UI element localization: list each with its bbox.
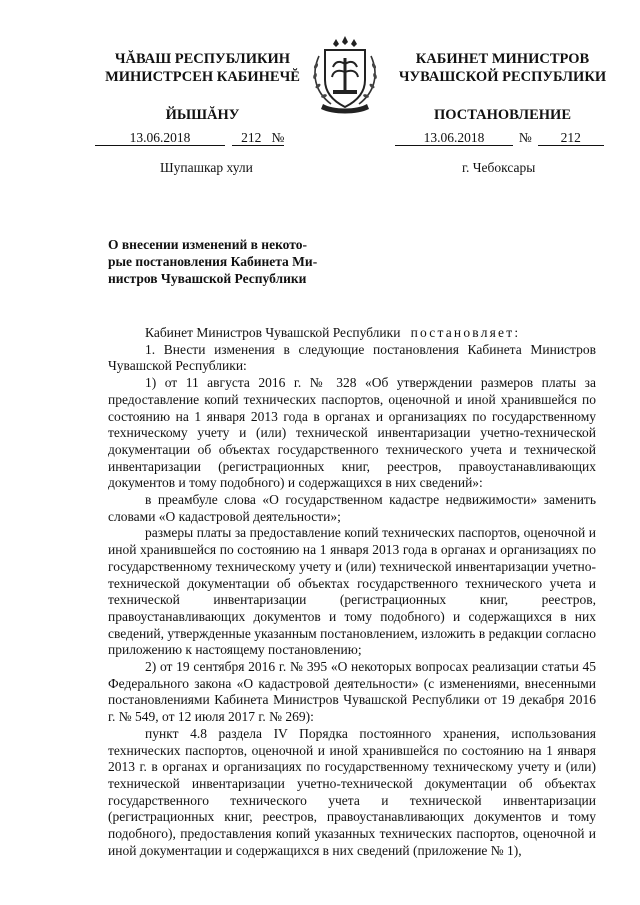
- intro-text: Кабинет Министров Чувашской Республики: [145, 325, 401, 340]
- header-right-line-2: ЧУВАШСКОЙ РЕСПУБЛИКИ: [398, 69, 607, 85]
- header-left-doc-type: ЙЫШĂНУ: [165, 107, 240, 123]
- date-left: 13.06.2018: [95, 131, 225, 146]
- place-right: г. Чебоксары: [462, 160, 536, 175]
- header-right: [395, 50, 610, 124]
- document-title: [108, 236, 336, 287]
- place-left: Шупашкар хули: [160, 160, 253, 175]
- body-paragraph-4: размеры платы за предоставление копий технических паспортов, оценочной и иной хранившейся по состоянию на 1 января 2013 года в органах и организациях по государственному техническому учету и (или) технической инвентаризации учетно-технической документации об объектах государственного технического учета и технической инвентаризации (регистрационных книг, реестров, правоустанавливающих документов и тому подобного) и содержащихся в них сведений, утвержденные указанным постановлением, изложить в редакции согласно приложению к настоящему постановлению;: [108, 525, 596, 658]
- header-left: [95, 50, 310, 124]
- body-paragraph-3: в преамбуле слова «О государственном кадастре недвижимости» заменить словами «О кадастровой деятельности»;: [108, 492, 596, 524]
- date-line-right: [395, 130, 604, 146]
- header-left-line-2: МИНИСТРСЕН КАБИНЕЧĔ: [105, 69, 300, 85]
- date-right: 13.06.2018: [395, 131, 513, 146]
- body-paragraph-2: 1) от 11 августа 2016 г. № 328 «Об утверждении размеров платы за предоставление копий технических паспортов, оценочной и иной хранившейся по состоянию на 1 января 2013 года в органах и организациях по государственному техническому учету и (или) технической инвентаризации учетно-технической документации об объектах государственного технического учета и технической инвентаризации (регистрационных книг, реестров, правоустанавливающих документов и тому подобного) и содержащихся в них сведений»:: [108, 375, 596, 491]
- number-sign-left: №: [271, 130, 285, 145]
- body-paragraph-5: 2) от 19 сентября 2016 г. № 395 «О некоторых вопросах реализации статьи 45 Федерального закона «О кадастровой деятельности» (с изменениями, внесенными постановлениями Кабинета Министров Чувашской Республики от 19 декабря 2016 г. № 549, от 12 июля 2017 г. № 269):: [108, 659, 596, 725]
- emblem-icon: [303, 34, 387, 114]
- body-paragraph-1: 1. Внести изменения в следующие постановления Кабинета Министров Чувашской Республики:: [108, 341, 596, 374]
- number-sign-right: №: [518, 130, 532, 145]
- intro-verb: постановляет:: [410, 325, 521, 340]
- header-right-line-1: КАБИНЕТ МИНИСТРОВ: [415, 51, 590, 67]
- body-intro: [108, 325, 596, 342]
- header-left-line-1: ЧĂВАШ РЕСПУБЛИКИН: [114, 51, 291, 67]
- number-left: 212: [241, 130, 262, 145]
- title-line-1: О внесении изменений в некото-: [108, 237, 307, 252]
- body-paragraph-6: пункт 4.8 раздела IV Порядка постоянного хранения, использования технических паспортов, оценочной и иной хранившейся по состоянию на 1 января 2013 г. в органах и организациях по государственному техническому учету и (или) технической инвентаризации учетно-технической документации об объектах государственного технического учета и технической инвентаризации (регистрационных книг, реестров, правоустанавливающих документов и тому подобного), предоставления копий указанных технических паспортов, оценочной и иной документации и содержащихся в них сведений (приложение № 1),: [108, 725, 596, 858]
- title-line-2: рые постановления Кабинета Ми-: [108, 254, 318, 269]
- title-line-3: нистров Чувашской Республики: [108, 271, 307, 286]
- header-right-doc-type: ПОСТАНОВЛЕНИЕ: [433, 107, 571, 123]
- date-line-left: [95, 130, 284, 146]
- number-right: 212: [538, 131, 604, 146]
- document-body: [108, 325, 596, 860]
